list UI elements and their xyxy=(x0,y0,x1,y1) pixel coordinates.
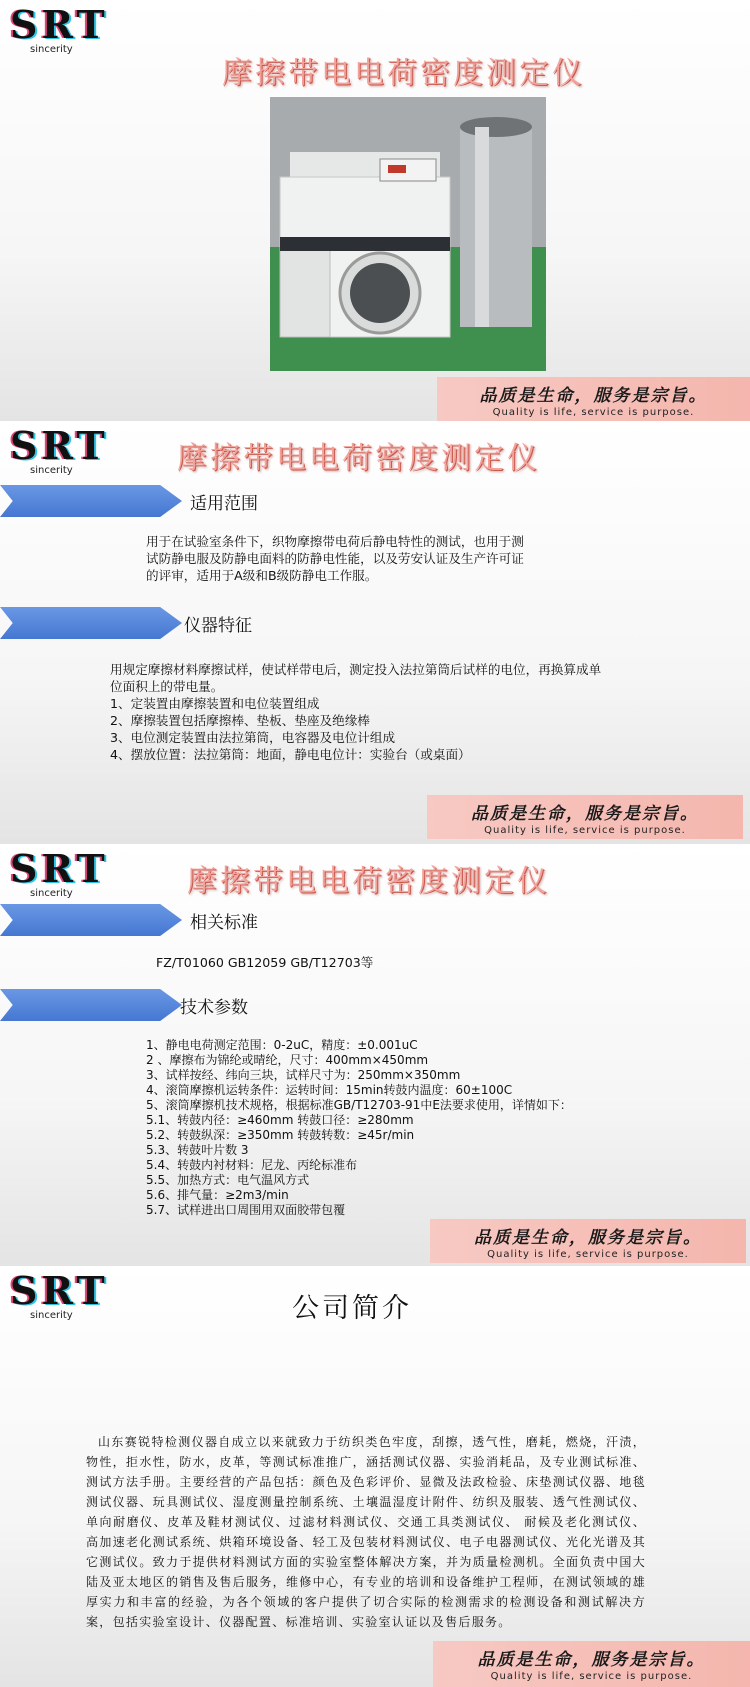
logo-text: SRT xyxy=(10,2,109,47)
slogan-english: Quality is life, service is purpose. xyxy=(492,407,695,418)
slogan-banner xyxy=(427,795,743,839)
features-line: 4、摆放位置：法拉第筒：地面，静电电位计：实验台（或桌面） xyxy=(110,747,471,762)
specs-line: 5.6、排气量：≥2m3/min xyxy=(146,1188,289,1202)
specs-line: 1、静电电荷测定范围：0-2uC，精度：±0.001uC xyxy=(146,1038,418,1052)
specs-line: 2 、摩擦布为锦纶或晴纶，尺寸：400mm×450mm xyxy=(146,1053,429,1067)
slogan-banner xyxy=(437,377,750,421)
features-line: 位面积上的带电量。 xyxy=(110,679,224,694)
slogan-english: Quality is life, service is purpose. xyxy=(484,825,686,836)
section-arrow-features xyxy=(0,607,182,639)
scope-line: 的评审，适用于A级和B级防静电工作服。 xyxy=(146,568,378,583)
logo-text: SRT xyxy=(10,1268,109,1313)
slogan-english: Quality is life, service is purpose. xyxy=(490,1671,693,1682)
section-heading-specs: 技术参数 xyxy=(180,998,248,1018)
logo-text: SRT xyxy=(10,423,109,468)
scope-text xyxy=(146,533,524,584)
scope-line: 试防静电服及防静电面料的防静电性能，以及劳安认证及生产许可证 xyxy=(146,551,524,566)
slogan-chinese: 品质是生命，服务是宗旨。 xyxy=(474,1228,702,1248)
specs-line: 5.3、转鼓叶片数 3 xyxy=(146,1143,249,1157)
section-arrow-specs xyxy=(0,989,182,1021)
page-title: 摩擦带电电荷密度测定仪 xyxy=(222,56,585,91)
logo-text: SRT xyxy=(10,846,109,891)
specs-line: 5.2、转鼓纵深：≥350mm 转鼓转数：≥45r/min xyxy=(146,1128,415,1142)
section-heading-standards: 相关标准 xyxy=(190,913,258,933)
features-line: 3、电位测定装置由法拉第筒，电容器及电位计组成 xyxy=(110,730,396,745)
panel-standards-specs xyxy=(0,844,750,1266)
srt-logo xyxy=(8,2,109,58)
page-title: 摩擦带电电荷密度测定仪 xyxy=(187,864,550,899)
slogan-banner xyxy=(433,1641,750,1687)
features-line: 用规定摩擦材料摩擦试样，使试样带电后，测定投入法拉第筒后试样的电位，再换算成单 xyxy=(110,662,602,677)
section-heading-scope: 适用范围 xyxy=(190,494,258,514)
slogan-chinese: 品质是生命，服务是宗旨。 xyxy=(477,1650,706,1670)
scope-line: 用于在试验室条件下，织物摩擦带电荷后静电特性的测试，也用于测 xyxy=(146,534,524,549)
panel-company-intro xyxy=(0,1266,750,1687)
slogan-english: Quality is life, service is purpose. xyxy=(487,1249,689,1260)
section-arrow-standards xyxy=(0,904,182,936)
specs-line: 5.7、试样进出口周围用双面胶带包覆 xyxy=(146,1203,346,1217)
standards-line: FZ/T01060 GB12059 GB/T12703等 xyxy=(156,955,374,970)
srt-logo xyxy=(8,423,109,479)
features-text xyxy=(110,661,601,763)
company-intro-text: 山东赛锐特检测仪器自成立以来就致力于纺织类色牢度，刮擦，透气性，磨耗，燃烧，汗渍，物性，拒水性，防水，皮革，等测试标准推广，涵括测试仪器、实验消耗品，及专业测试标准、测试方法手册。主要经营的产品包括：颜色及色彩评价、显微及法政检验、床垫测试仪器、地毯测试仪器、玩具测试仪、湿度测量控制系统、土壤温湿度计附件、纺织及服装、透气性测试仪、单向耐磨仪、皮革及鞋材测试仪、过滤材料测试仪、交通工具类测试仪、 耐候及老化测试仪、高加速老化测试系统、烘箱环境设备、轻工及包装材料测试仪、电子电器测试仪、光化光谱及其它测试仪。致力于提供材料测试方面的实验室整体解决方案，并为质量检测机。全面负责中国大陆及亚太地区的销售及售后服务，维修中心，有专业的培训和设备维护工程师，在测试领域的雄厚实力和丰富的经验，为各个领域的客户提供了切合实际的检测需求的检测设备和测试解决方案，包括实验室设计、仪器配置、标准培训、实验室认证以及售后服务。 xyxy=(86,1435,646,1629)
specs-line: 3、试样按经、纬向三块，试样尺寸为：250mm×350mm xyxy=(146,1068,461,1082)
srt-logo xyxy=(8,846,109,902)
specs-text xyxy=(146,1038,572,1218)
specs-line: 5.4、转鼓内衬材料：尼龙、丙纶标准布 xyxy=(146,1158,358,1172)
panel-scope-features xyxy=(0,421,750,844)
company-heading: 公司简介 xyxy=(292,1293,412,1324)
page-title: 摩擦带电电荷密度测定仪 xyxy=(177,441,540,476)
logo-tagline: sincerity xyxy=(30,888,73,899)
product-photo xyxy=(270,97,546,371)
specs-line: 4、滚筒摩擦机运转条件：运转时间：15min转鼓内温度：60±100C xyxy=(146,1083,513,1097)
srt-logo xyxy=(8,1268,109,1324)
slogan-chinese: 品质是生命，服务是宗旨。 xyxy=(471,804,699,824)
features-line: 1、定装置由摩擦装置和电位装置组成 xyxy=(110,696,320,711)
specs-line: 5、滚筒摩擦机技术规格，根据标准GB/T12703-91中E法要求使用，详情如下： xyxy=(146,1098,572,1112)
slogan-chinese: 品质是生命，服务是宗旨。 xyxy=(479,386,708,406)
logo-tagline: sincerity xyxy=(30,44,73,55)
slogan-banner xyxy=(430,1219,746,1263)
section-arrow-scope xyxy=(0,485,182,517)
standards-text xyxy=(156,954,373,971)
logo-tagline: sincerity xyxy=(30,1310,73,1321)
section-heading-features: 仪器特征 xyxy=(184,616,252,636)
features-line: 2、摩擦装置包括摩擦棒、垫板、垫座及绝缘棒 xyxy=(110,713,370,728)
logo-tagline: sincerity xyxy=(30,465,73,476)
specs-line: 5.1、转鼓内径：≥460mm 转鼓口径：≥280mm xyxy=(146,1113,414,1127)
panel-product-photo xyxy=(0,0,750,421)
specs-line: 5.5、加热方式：电气温风方式 xyxy=(146,1173,310,1187)
